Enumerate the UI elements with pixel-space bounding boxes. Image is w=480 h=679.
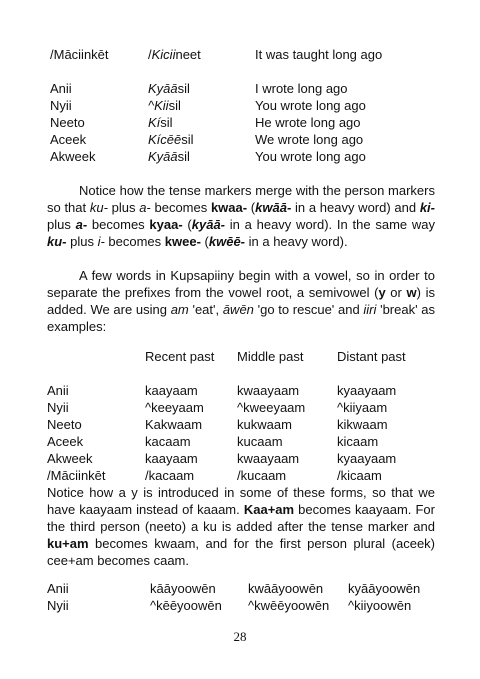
- middle-past: kucaam: [237, 434, 283, 449]
- bold-term: ku+am: [47, 536, 89, 551]
- person: Anii: [50, 81, 72, 96]
- text: becomes: [150, 200, 211, 215]
- text: (: [182, 217, 192, 232]
- verb-rest: sil: [177, 149, 190, 164]
- text: ) is added. We are using: [47, 285, 435, 317]
- table-row: [0, 382, 480, 399]
- middle-past: kukwaam: [237, 417, 292, 432]
- recent-past: Kakwaam: [145, 417, 203, 432]
- verb-rest: sil: [177, 81, 190, 96]
- distant-past: ^kiiyaam: [337, 400, 388, 415]
- person: Nyii: [47, 598, 69, 613]
- italic-term: i-: [97, 234, 105, 249]
- recent-past: ^kēēyoowēn: [150, 598, 222, 613]
- table-row: [0, 131, 480, 148]
- verb-italic: Kyāā: [148, 149, 178, 164]
- distant-past: kicaam: [337, 434, 379, 449]
- gloss: He wrote long ago: [255, 115, 361, 130]
- person: Anii: [47, 383, 69, 398]
- verb-rest: sil: [160, 115, 173, 130]
- text: becomes kwaam, and for the first person plural (aceek) cee+am becomes caam.: [47, 536, 435, 568]
- distant-past: kyaayaam: [337, 451, 397, 466]
- middle-past: /kucaam: [237, 468, 287, 483]
- distant-past: kyaayaam: [337, 383, 397, 398]
- text: in a heavy word). In the same way: [225, 217, 435, 232]
- verb-rest: sil: [181, 132, 194, 147]
- person: Nyii: [50, 98, 72, 113]
- text: A few words in Kupsapiiny begin with a vowel, so in order to separate the prefixes from the vowel root, a semivowel (: [47, 268, 435, 300]
- text: becomes kaayaam. For the third person (neeto) a ku is added after the tense marker and: [47, 502, 435, 534]
- table-row: [0, 399, 480, 416]
- italic-term: ku-: [89, 200, 108, 215]
- text: becomes: [87, 217, 150, 232]
- bold-term: kwaa-: [210, 200, 248, 215]
- italic-term: iiri: [363, 302, 377, 317]
- recent-past: kaayaam: [145, 383, 198, 398]
- table-row: [0, 416, 480, 433]
- text: Notice how the tense markers merge with the person markers so that: [47, 183, 435, 215]
- person: Akweek: [50, 149, 96, 164]
- table-header-row: [0, 348, 480, 365]
- table-row: [0, 467, 480, 484]
- bold-term: kwee-: [164, 234, 201, 249]
- verb-form: [148, 131, 194, 148]
- column-header: Recent past: [145, 349, 215, 364]
- distant-past: kyāāyoowēn: [348, 581, 421, 596]
- gloss: We wrote long ago: [255, 132, 364, 147]
- text: plus: [66, 234, 98, 249]
- paragraph-vowel-words: [47, 267, 435, 335]
- bold-italic-term: a-: [75, 217, 88, 232]
- bold-italic-term: kwēē-: [208, 234, 246, 249]
- table-row: [0, 450, 480, 467]
- italic-term: āwēn: [222, 302, 254, 317]
- text: Notice how a y is introduced in some of these forms, so that we have kaayaam instead of kaaam.: [47, 485, 435, 517]
- middle-past: kwaayaam: [237, 451, 300, 466]
- recent-past: kaayaam: [145, 451, 198, 466]
- header-col2: [148, 46, 201, 63]
- person: Neeto: [47, 417, 82, 432]
- recent-past: kāāyoowēn: [150, 581, 216, 596]
- column-header: Middle past: [237, 349, 304, 364]
- text: plus: [47, 217, 76, 232]
- bold-term: y: [378, 285, 386, 300]
- verb-italic: ^Kii: [148, 98, 169, 113]
- text: (: [247, 200, 256, 215]
- table-row: [0, 80, 480, 97]
- recent-past: kacaam: [145, 434, 191, 449]
- person: Nyii: [47, 400, 69, 415]
- text: in a heavy word) and: [291, 200, 420, 215]
- bold-italic-term: ku-: [47, 234, 67, 249]
- middle-past: kwaayaam: [237, 383, 300, 398]
- distant-past: ^kiiyoowēn: [348, 598, 412, 613]
- header-col2-rest: neet: [175, 47, 201, 62]
- italic-term: a-: [139, 200, 151, 215]
- verb-form: [148, 114, 173, 131]
- verb-form: [148, 80, 190, 97]
- bold-italic-term: kwāā-: [255, 200, 292, 215]
- bold-italic-term: ki-: [419, 200, 435, 215]
- paragraph-tense-markers: [47, 182, 435, 250]
- person: /Māciinkēt: [47, 468, 106, 483]
- text: 'break' as examples:: [47, 302, 436, 334]
- person: Anii: [47, 581, 69, 596]
- text: becomes: [104, 234, 165, 249]
- gloss: You wrote long ago: [255, 98, 366, 113]
- page-number: 28: [233, 629, 247, 644]
- person: Neeto: [50, 115, 85, 130]
- verb-italic: Kí: [148, 115, 161, 130]
- text: in a heavy word).: [245, 234, 348, 249]
- bold-term: kyaa-: [149, 217, 183, 232]
- bold-italic-term: kyāā-: [191, 217, 226, 232]
- table-row: [0, 97, 480, 114]
- distant-past: kikwaam: [337, 417, 388, 432]
- gloss: I wrote long ago: [255, 81, 348, 96]
- middle-past: kwāāyoowēn: [248, 581, 324, 596]
- header-col1: /Māciinkēt: [50, 47, 109, 62]
- header-col3: It was taught long ago: [255, 47, 383, 62]
- verb-rest: sil: [168, 98, 181, 113]
- table-row: [0, 148, 480, 165]
- recent-past: ^keeyaam: [145, 400, 204, 415]
- header-col2-prefix: /: [148, 47, 152, 62]
- italic-term: am: [170, 302, 189, 317]
- distant-past: /kicaam: [337, 468, 382, 483]
- text: 'eat',: [188, 302, 223, 317]
- table-row: [0, 580, 480, 597]
- person: Aceek: [47, 434, 84, 449]
- verb-form: [148, 148, 190, 165]
- table-row: [0, 433, 480, 450]
- header-col2-italic: Kicii: [151, 47, 176, 62]
- verb-italic: Kícēē: [148, 132, 182, 147]
- bold-term: Kaa+am: [243, 502, 295, 517]
- paragraph-y-insertion: [47, 484, 435, 569]
- bold-term: w: [406, 285, 417, 300]
- column-header: Distant past: [337, 349, 406, 364]
- text: or: [385, 285, 407, 300]
- text: plus: [107, 200, 140, 215]
- header-row: [0, 46, 480, 63]
- verb-form: [148, 97, 181, 114]
- gloss: You wrote long ago: [255, 149, 366, 164]
- verb-italic: Kyāā: [148, 81, 178, 96]
- text: (: [200, 234, 209, 249]
- table-row: [0, 114, 480, 131]
- person: Aceek: [50, 132, 87, 147]
- person: Akweek: [47, 451, 93, 466]
- text: 'go to rescue' and: [253, 302, 364, 317]
- middle-past: ^kweeyaam: [237, 400, 306, 415]
- middle-past: ^kwēēyoowēn: [248, 598, 330, 613]
- recent-past: /kacaam: [145, 468, 195, 483]
- table-row: [0, 597, 480, 614]
